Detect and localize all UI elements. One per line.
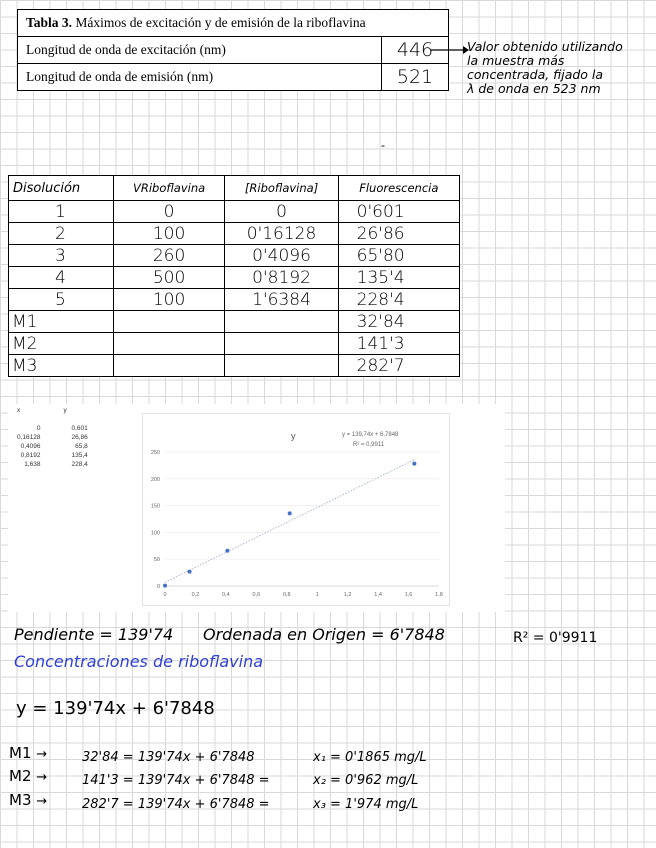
x-tick-label: 0,8 (282, 592, 291, 598)
data-point (188, 570, 192, 574)
sample-label: M2 → (9, 767, 48, 785)
cell-disolucion: 5 (9, 289, 114, 311)
tabla3-row-value: 446 (382, 37, 449, 64)
excel-col-x: x (17, 407, 21, 414)
regression-equation: y = 139'74x + 6'7848 (16, 698, 215, 719)
sample-equation: 282'7 = 139'74x + 6'7848 = (82, 797, 270, 812)
excel-row (14, 442, 91, 451)
cell-fluorescencia: 282'7 (338, 355, 459, 377)
stray-dash: - (381, 138, 385, 152)
cell-disolucion: 2 (9, 223, 114, 245)
excel-cell-x: 0,16128 (17, 434, 41, 441)
cell-concentracion (225, 311, 338, 333)
disolucion-header-row (9, 176, 460, 201)
tabla3-row-label: Longitud de onda de excitación (nm) (18, 37, 382, 64)
chart-equation: y = 139,74x + 6,7848 (342, 432, 399, 438)
concentraciones-title: Concentraciones de riboflavina (14, 652, 264, 671)
note-line: la muestra más (467, 53, 565, 68)
cell-fluorescencia: 65'80 (338, 245, 459, 267)
tabla3-row (18, 64, 449, 91)
excel-row (14, 433, 91, 442)
note-line: λ de onda en 523 nm (467, 81, 601, 96)
excel-cell-y: 228,4 (71, 461, 88, 468)
arrow-icon: → (36, 794, 48, 809)
sample-result: x₃ = 1'974 mg/L (313, 797, 419, 812)
table-row (9, 311, 460, 333)
sample-result: x₂ = 0'962 mg/L (313, 773, 419, 788)
cell-fluorescencia: 32'84 (338, 311, 459, 333)
cell-volumen: 100 (113, 289, 225, 311)
cell-fluorescencia: 0'601 (338, 201, 459, 223)
cell-fluorescencia: 141'3 (338, 333, 459, 355)
excel-cell-x: 0 (36, 425, 41, 432)
cell-disolucion: 3 (9, 245, 114, 267)
cell-volumen (113, 333, 225, 355)
scatter-plot (143, 414, 449, 605)
header-vriboflavina: VRiboflavina (113, 176, 225, 201)
x-tick-label: 1 (315, 592, 319, 598)
excel-cell-x: 1,638 (24, 461, 41, 468)
data-point (225, 549, 229, 553)
y-tick-label: 200 (150, 476, 160, 483)
cell-concentracion: 1'6384 (225, 289, 338, 311)
tabla3-row (18, 37, 449, 64)
sample-label: M1 → (9, 744, 48, 762)
excel-xy-table (14, 406, 91, 469)
excel-cell-y: 0,601 (71, 425, 88, 432)
header-fluorescencia: Fluorescencia (338, 176, 459, 201)
excel-cell-x: 0,8192 (20, 452, 41, 459)
cell-volumen: 500 (113, 267, 225, 289)
arrow-icon: → (36, 747, 48, 762)
chart-r2: R² = 0,9911 (353, 442, 385, 448)
x-tick-label: 1,2 (343, 592, 352, 598)
x-tick-label: 1,4 (374, 592, 382, 598)
table-row (9, 245, 460, 267)
disolucion-table (8, 175, 460, 377)
y-tick-label: 100 (150, 530, 160, 537)
cell-disolucion: M2 (9, 333, 114, 355)
excel-col-y: y (63, 407, 67, 414)
data-point (412, 462, 416, 466)
cell-volumen (113, 355, 225, 377)
tabla3-caption-bold: Tabla 3. (26, 15, 73, 30)
cell-volumen: 260 (113, 245, 225, 267)
y-tick-label: 0 (156, 584, 160, 590)
r2-text: R² = 0'9911 (513, 630, 598, 646)
pendiente-text: Pendiente = 139'74 (14, 625, 174, 644)
table-row (9, 201, 460, 223)
cell-concentracion: 0'16128 (225, 223, 338, 245)
table-row (9, 289, 460, 311)
tabla3-row-value: 521 (382, 64, 449, 91)
cell-disolucion: M3 (9, 355, 114, 377)
cell-disolucion: M1 (9, 311, 114, 333)
arrow-icon: → (36, 770, 48, 785)
header-riboflavina-conc: [Riboflavina] (225, 176, 338, 201)
ordenada-text: Ordenada en Origen = 6'7848 (203, 625, 445, 644)
tabla3-caption (18, 10, 449, 37)
x-tick-label: 0,2 (191, 592, 200, 598)
excel-row (14, 460, 91, 469)
y-tick-label: 50 (153, 557, 160, 564)
x-tick-label: 0,6 (252, 592, 261, 598)
cell-volumen (113, 311, 225, 333)
chart-frame (142, 413, 450, 606)
cell-volumen: 0 (113, 201, 225, 223)
cell-volumen: 100 (113, 223, 225, 245)
handwritten-note (467, 40, 653, 96)
excel-cell-y: 26,86 (71, 434, 88, 441)
arrow-right-icon (429, 42, 469, 58)
table-row (9, 333, 460, 355)
cell-fluorescencia: 135'4 (338, 267, 459, 289)
tabla3-caption-text: Máximos de excitación y de emisión de la riboflavina (72, 15, 366, 30)
excel-panel (8, 404, 505, 612)
sample-result: x₁ = 0'1865 mg/L (313, 750, 427, 765)
x-tick-label: 0 (163, 592, 167, 598)
cell-concentracion: 0'4096 (225, 245, 338, 267)
cell-concentracion (225, 355, 338, 377)
table-row (9, 355, 460, 377)
tabla3-table (17, 9, 449, 91)
note-line: Valor obtenido utilizando (467, 39, 623, 54)
table-row (9, 223, 460, 245)
cell-fluorescencia: 26'86 (338, 223, 459, 245)
sample-equation: 141'3 = 139'74x + 6'7848 = (82, 773, 270, 788)
cell-disolucion: 1 (9, 201, 114, 223)
sample-label: M3 → (9, 791, 48, 809)
excel-cell-y: 135,4 (71, 452, 88, 459)
data-point (288, 511, 292, 515)
excel-cell-y: 65,8 (75, 443, 88, 450)
cell-disolucion: 4 (9, 267, 114, 289)
excel-row (14, 451, 91, 460)
cell-concentracion: 0 (225, 201, 338, 223)
x-tick-label: 0,4 (222, 592, 230, 598)
header-disolucion: Disolución (9, 176, 114, 201)
cell-fluorescencia: 228'4 (338, 289, 459, 311)
y-tick-label: 150 (150, 503, 160, 510)
y-tick-label: 250 (150, 450, 160, 456)
excel-row (14, 424, 91, 433)
excel-cell-x: 0,4096 (20, 443, 41, 450)
sample-equation: 32'84 = 139'74x + 6'7848 (82, 750, 255, 765)
cell-concentracion: 0'8192 (225, 267, 338, 289)
x-tick-label: 1,6 (404, 592, 413, 598)
chart-title: y (291, 431, 296, 441)
note-line: concentrada, fijado la (467, 67, 604, 82)
cell-concentracion (225, 333, 338, 355)
trendline (165, 460, 414, 583)
tabla3-row-label: Longitud de onda de emisión (nm) (18, 64, 382, 91)
data-point (163, 584, 167, 588)
x-tick-label: 1,8 (435, 592, 443, 598)
table-row (9, 267, 460, 289)
